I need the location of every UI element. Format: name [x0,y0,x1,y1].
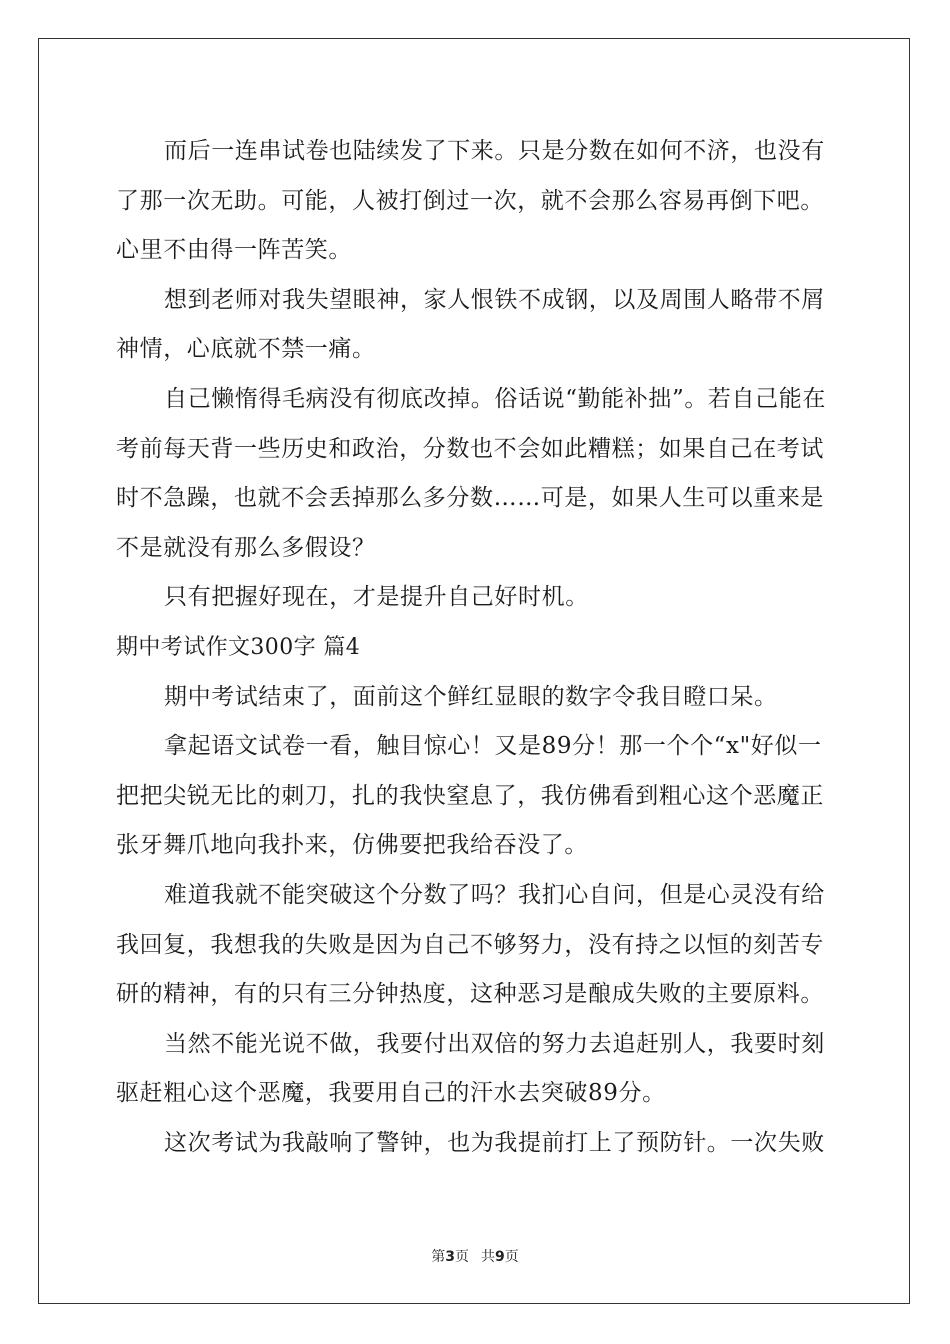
paragraph: 期中考试结束了，面前这个鲜红显眼的数字令我目瞪口呆。 [164,683,778,710]
paragraph: 只有把握好现在，才是提升自己好时机。 [164,584,589,611]
total-prefix: 共 [481,1249,495,1265]
page-total: 9 [495,1249,505,1265]
paragraph: 当然不能光说不做，我要付出双倍的努力去追赶别人，我要时刻驱赶粗心这个恶魔，我要用自己的汗水去突破89分。 [116,1030,825,1107]
page-current: 3 [445,1249,455,1265]
section-heading: 期中考试作文300字 篇4 [116,634,361,660]
page-footer [0,1246,950,1266]
paragraph: 想到老师对我失望眼神，家人恨铁不成钢，以及周围人略带不屑神情，心底就不禁一痛。 [116,286,825,363]
paragraph: 难道我就不能突破这个分数了吗？我扪心自问，但是心灵没有给我回复，我想我的失败是因为自己不够努力，没有持之以恒的刻苦专研的精神，有的只有三分钟热度，这种恶习是酿成失败的主要原料。 [116,881,825,1008]
paragraph: 自己懒惰得毛病没有彻底改掉。俗话说“勤能补拙”。若自己能在考前每天背一些历史和政治，分数也不会如此糟糕；如果自己在考试时不急躁，也就不会丢掉那么多分数……可是，如果人生可以重来是不是就没有那么多假设？ [116,385,826,561]
page-prefix: 第 [431,1249,446,1265]
total-unit: 页 [504,1249,519,1265]
document-body [116,127,836,1168]
paragraph: 这次考试为我敲响了警钟，也为我提前打上了预防针。一次失败 [164,1129,825,1156]
paragraph: 拿起语文试卷一看，触目惊心！又是89分！那一个个“x"好似一把把尖锐无比的刺刀，扎的我快窒息了，我仿佛看到粗心这个恶魔正张牙舞爪地向我扑来，仿佛要把我给吞没了。 [116,733,824,859]
page-unit: 页 [455,1249,469,1265]
paragraph: 而后一连串试卷也陆续发了下来。只是分数在如何不济，也没有了那一次无助。可能，人被打倒过一次，就不会那么容易再倒下吧。心里不由得一阵苦笑。 [116,138,825,264]
